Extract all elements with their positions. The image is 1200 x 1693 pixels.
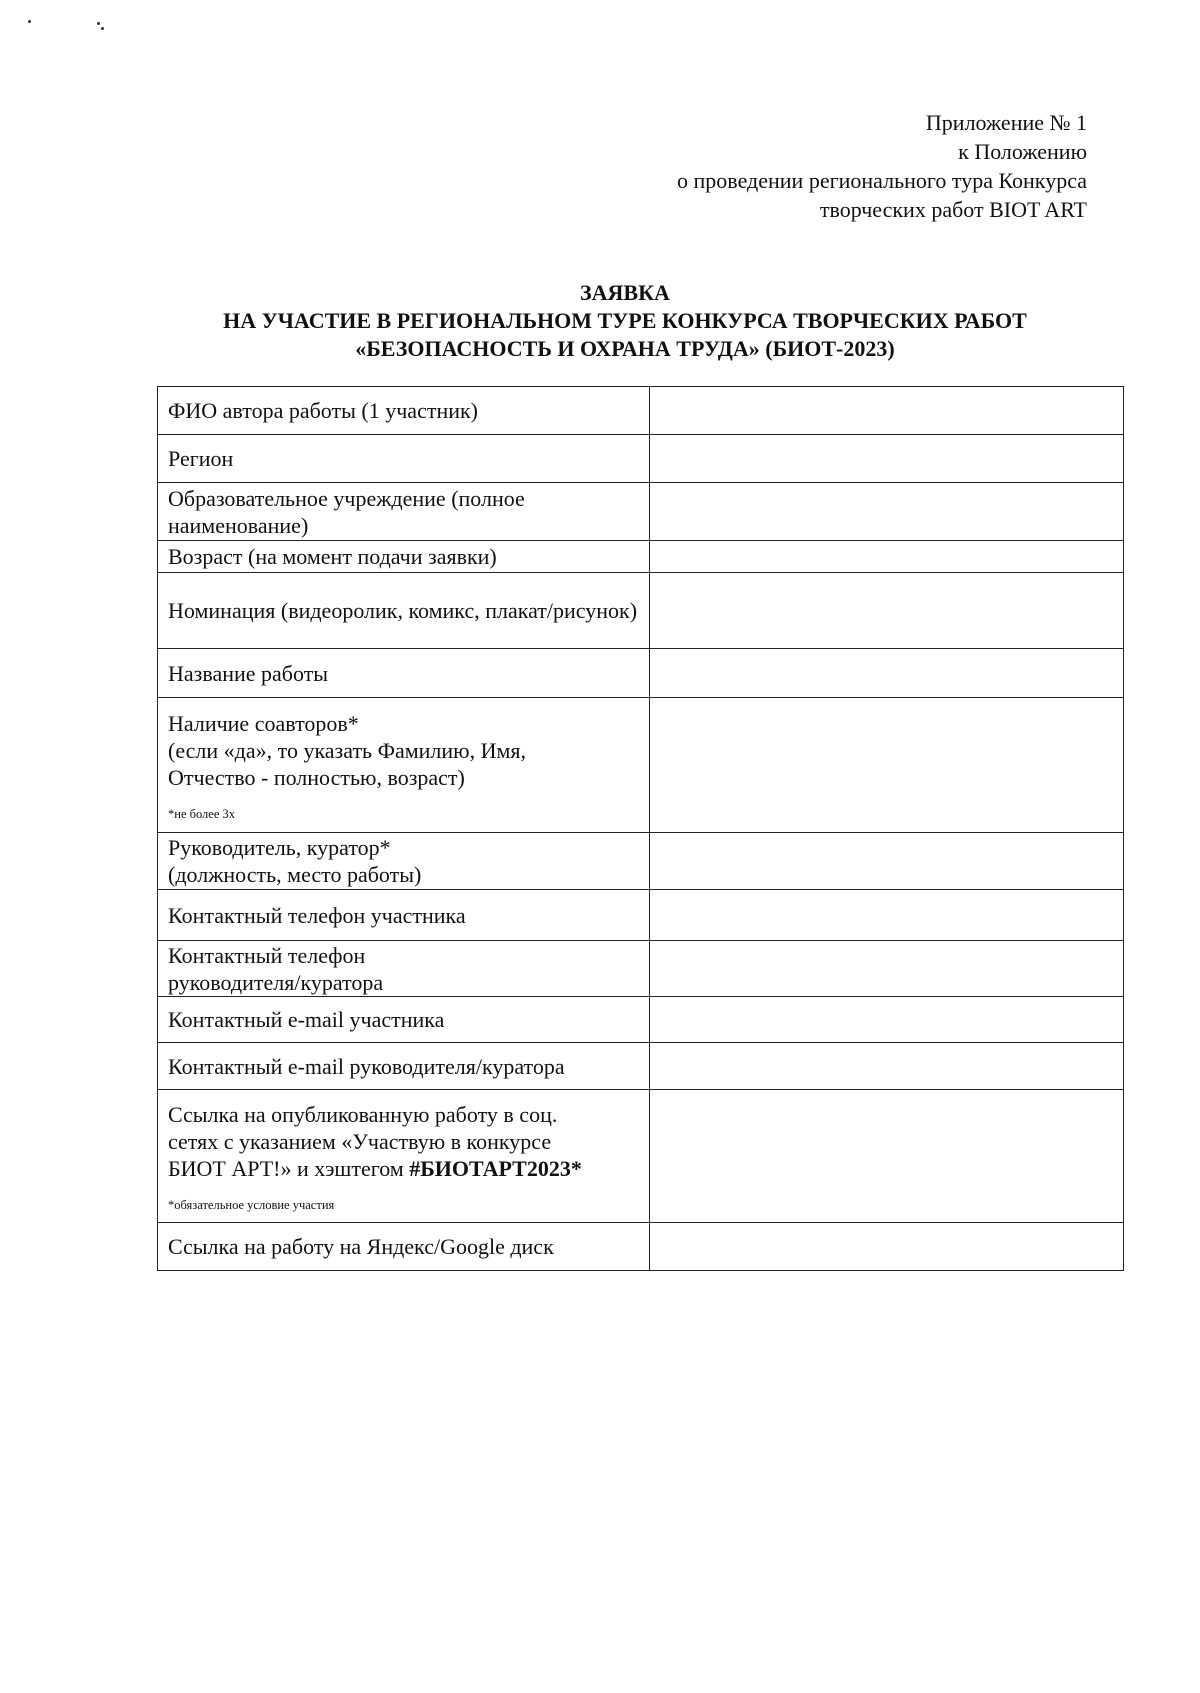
form-label <box>158 1090 650 1223</box>
form-footnote: *не более 3х <box>168 806 236 821</box>
form-label <box>158 833 650 890</box>
form-label: ФИО автора работы (1 участник) <box>158 387 650 435</box>
form-value-cell[interactable] <box>650 1223 1124 1271</box>
form-label: Регион <box>158 435 650 483</box>
form-row <box>158 941 1124 997</box>
form-row <box>158 833 1124 890</box>
scan-speck <box>28 20 31 23</box>
form-value-cell[interactable] <box>650 435 1124 483</box>
form-value-cell[interactable] <box>650 649 1124 698</box>
form-label: Контактный e-mail руководителя/куратора <box>158 1043 650 1090</box>
document-heading <box>0 279 1200 363</box>
form-row <box>158 1223 1124 1271</box>
form-label-line: Контактный телефон <box>168 942 366 968</box>
form-label: Возраст (на момент подачи заявки) <box>158 541 650 573</box>
form-label <box>158 941 650 997</box>
form-label-line: (если «да», то указать Фамилию, Имя, <box>168 737 527 763</box>
form-row <box>158 1043 1124 1090</box>
form-label: Ссылка на работу на Яндекс/Google диск <box>158 1223 650 1271</box>
form-label: Образовательное учреждение (полное наименование) <box>158 483 650 541</box>
form-row <box>158 997 1124 1043</box>
appendix-line: к Положению <box>958 139 1087 164</box>
hashtag-text: #БИОТАРТ2023* <box>409 1155 582 1181</box>
form-label <box>158 698 650 833</box>
scan-speck <box>101 27 104 30</box>
form-value-cell[interactable] <box>650 483 1124 541</box>
form-row <box>158 1090 1124 1223</box>
form-label-line <box>168 1155 639 1182</box>
form-label: Номинация (видеоролик, комикс, плакат/рисунок) <box>158 573 650 649</box>
form-row <box>158 387 1124 435</box>
form-value-cell[interactable] <box>650 573 1124 649</box>
form-label-line: Руководитель, куратор* <box>168 835 391 860</box>
appendix-line: о проведении регионального тура Конкурса <box>677 168 1087 193</box>
form-value-cell[interactable] <box>650 833 1124 890</box>
form-value-cell[interactable] <box>650 698 1124 833</box>
form-label-line: Отчество - полностью, возраст) <box>168 764 465 790</box>
form-value-cell[interactable] <box>650 541 1124 573</box>
heading-title: ЗАЯВКА <box>580 280 670 305</box>
form-row <box>158 435 1124 483</box>
form-label-line: (должность, место работы) <box>168 862 422 887</box>
form-value-cell[interactable] <box>650 997 1124 1043</box>
form-row <box>158 573 1124 649</box>
form-value-cell[interactable] <box>650 1043 1124 1090</box>
form-label: Контактный телефон участника <box>158 890 650 941</box>
form-label: Контактный e-mail участника <box>158 997 650 1043</box>
appendix-line: творческих работ BIOT ART <box>819 197 1087 222</box>
form-value-cell[interactable] <box>650 1090 1124 1223</box>
heading-subtitle: «БЕЗОПАСНОСТЬ И ОХРАНА ТРУДА» (БИОТ-2023) <box>355 336 895 361</box>
form-row <box>158 649 1124 698</box>
application-form-table <box>157 386 1124 1271</box>
form-value-cell[interactable] <box>650 941 1124 997</box>
form-label-line: руководителя/куратора <box>168 969 384 995</box>
form-row <box>158 483 1124 541</box>
form-label-text: БИОТ АРТ!» и хэштегом <box>168 1155 410 1181</box>
form-label-line: Наличие соавторов* <box>168 710 359 736</box>
heading-subtitle: НА УЧАСТИЕ В РЕГИОНАЛЬНОМ ТУРЕ КОНКУРСА ТВОРЧЕСКИХ РАБОТ <box>223 308 1027 333</box>
form-row <box>158 541 1124 573</box>
form-value-cell[interactable] <box>650 890 1124 941</box>
form-value-cell[interactable] <box>650 387 1124 435</box>
form-label-line: сетях с указанием «Участвую в конкурсе <box>168 1128 552 1154</box>
form-label-line: Ссылка на опубликованную работу в соц. <box>168 1101 558 1127</box>
form-label: Название работы <box>158 649 650 698</box>
form-row <box>158 890 1124 941</box>
appendix-reference <box>677 108 1087 224</box>
scan-speck <box>97 22 100 25</box>
appendix-line: Приложение № 1 <box>925 110 1087 135</box>
form-row <box>158 698 1124 833</box>
form-footnote: *обязательное условие участия <box>168 1197 335 1212</box>
